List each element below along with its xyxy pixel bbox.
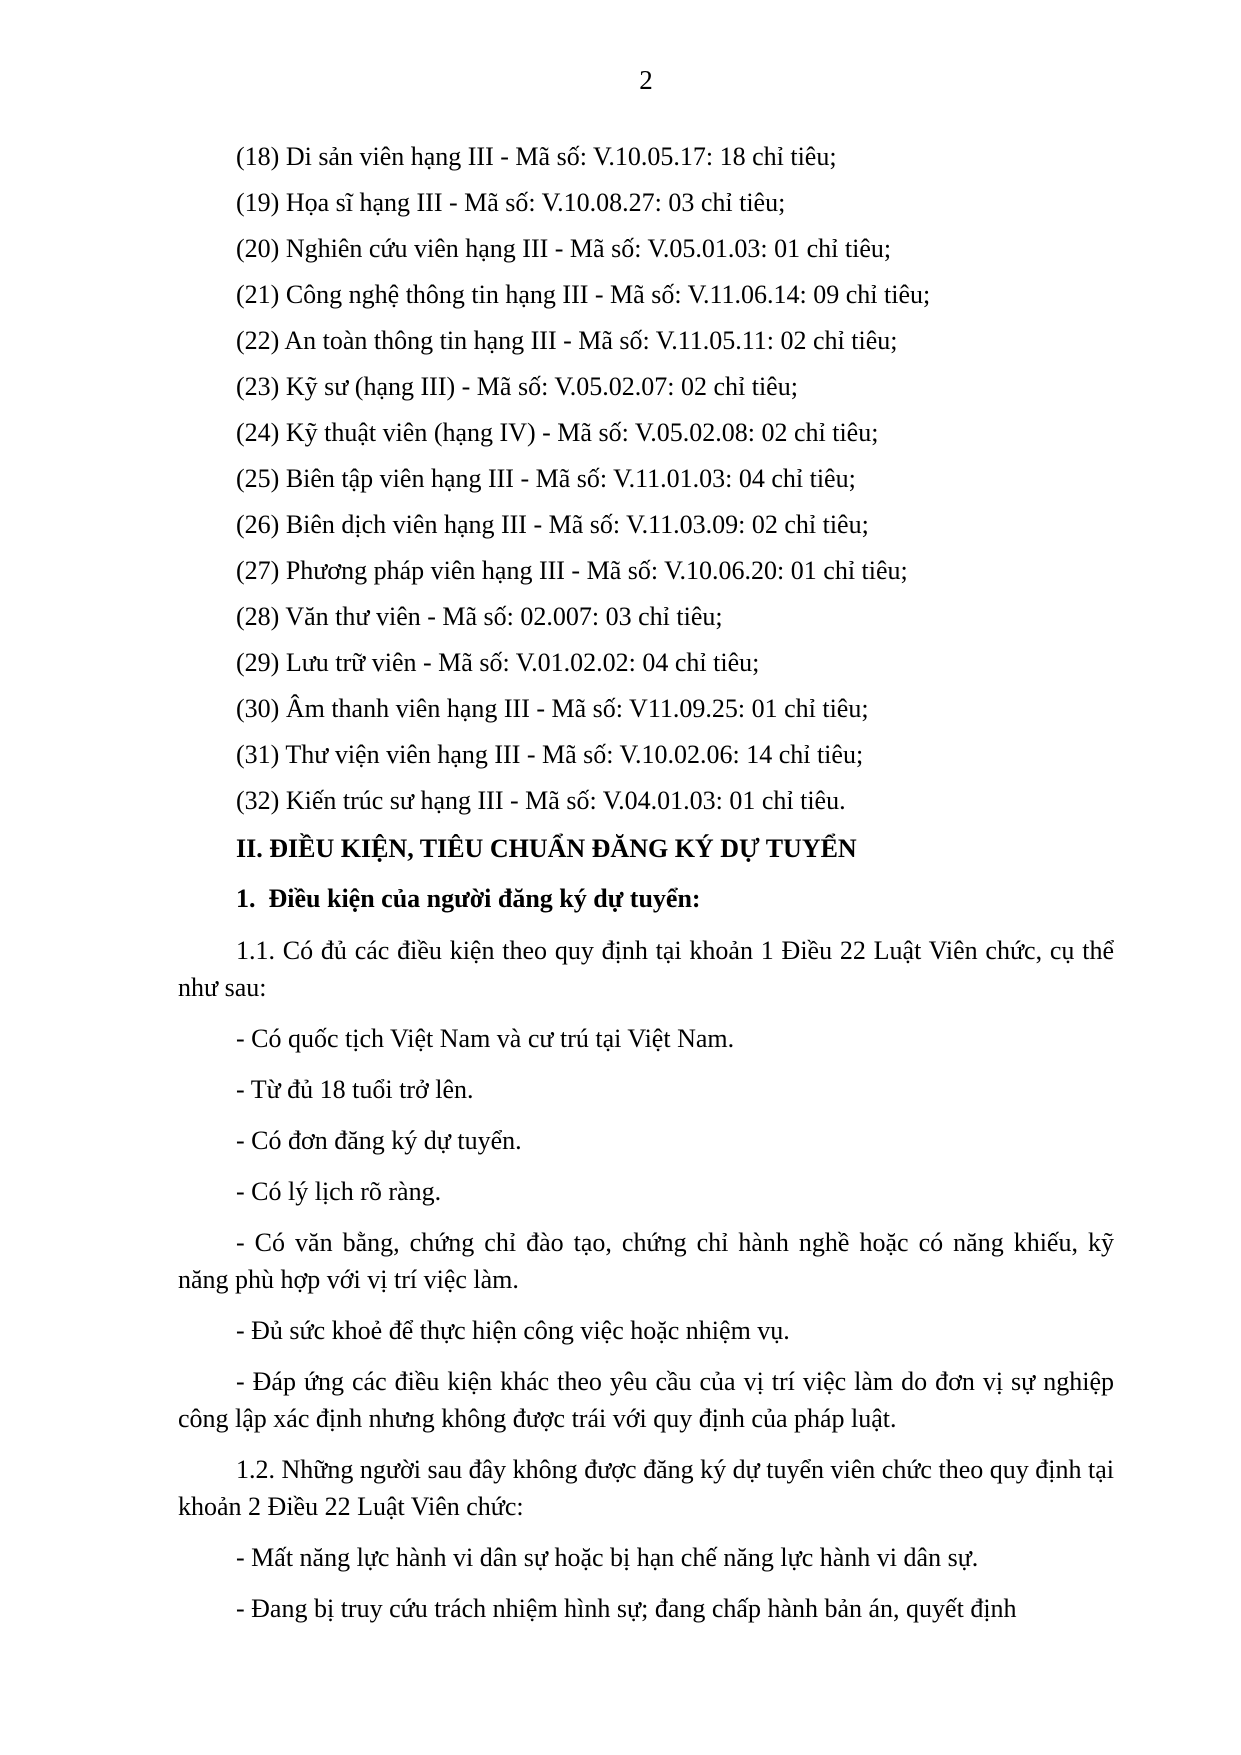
paragraph: - Đáp ứng các điều kiện khác theo yêu cầu của vị trí việc làm do đơn vị sự nghiệp công lập xác định nhưng không được trái với quy định của pháp luật.	[178, 1367, 1114, 1433]
paragraph: 1.1. Có đủ các điều kiện theo quy định tại khoản 1 Điều 22 Luật Viên chức, cụ thể như sau:	[178, 936, 1114, 1002]
paragraph: - Có lý lịch rõ ràng.	[236, 1177, 442, 1206]
quota-item: (23) Kỹ sư (hạng III) - Mã số: V.05.02.07: 02 chỉ tiêu;	[236, 372, 798, 401]
paragraph: - Đủ sức khoẻ để thực hiện công việc hoặc nhiệm vụ.	[236, 1316, 790, 1345]
quota-item: (29) Lưu trữ viên - Mã số: V.01.02.02: 04 chỉ tiêu;	[236, 648, 760, 677]
paragraph: - Mất năng lực hành vi dân sự hoặc bị hạn chế năng lực hành vi dân sự.	[236, 1543, 979, 1572]
quota-item: (19) Họa sĩ hạng III - Mã số: V.10.08.27: 03 chỉ tiêu;	[236, 188, 786, 217]
section-heading: II. ĐIỀU KIỆN, TIÊU CHUẨN ĐĂNG KÝ DỰ TUYỂN	[236, 834, 857, 863]
paragraph: - Từ đủ 18 tuổi trở lên.	[236, 1075, 474, 1104]
paragraph: 1.2. Những người sau đây không được đăng ký dự tuyển viên chức theo quy định tại khoản 2 Điều 22 Luật Viên chức:	[178, 1455, 1114, 1521]
quota-item: (26) Biên dịch viên hạng III - Mã số: V.11.03.09: 02 chỉ tiêu;	[236, 510, 869, 539]
paragraph: - Có đơn đăng ký dự tuyển.	[236, 1126, 522, 1155]
quota-item: (32) Kiến trúc sư hạng III - Mã số: V.04.01.03: 01 chỉ tiêu.	[236, 786, 846, 815]
quota-item: (22) An toàn thông tin hạng III - Mã số: V.11.05.11: 02 chỉ tiêu;	[236, 326, 898, 355]
paragraph: - Có quốc tịch Việt Nam và cư trú tại Việt Nam.	[236, 1024, 735, 1053]
subsection-heading: 1. Điều kiện của người đăng ký dự tuyển:	[236, 884, 701, 913]
quota-item: (21) Công nghệ thông tin hạng III - Mã số: V.11.06.14: 09 chỉ tiêu;	[236, 280, 931, 309]
quota-item: (27) Phương pháp viên hạng III - Mã số: V.10.06.20: 01 chỉ tiêu;	[236, 556, 908, 585]
paragraph: - Đang bị truy cứu trách nhiệm hình sự; đang chấp hành bản án, quyết định	[236, 1594, 1017, 1623]
body-paragraphs	[178, 932, 1114, 1627]
paragraph: - Có văn bằng, chứng chỉ đào tạo, chứng chỉ hành nghề hoặc có năng khiếu, kỹ năng phù hợp với vị trí việc làm.	[178, 1228, 1114, 1294]
recruitment-quota-list	[178, 142, 1114, 816]
quota-item: (28) Văn thư viên - Mã số: 02.007: 03 chỉ tiêu;	[236, 602, 723, 631]
quota-item: (18) Di sản viên hạng III - Mã số: V.10.05.17: 18 chỉ tiêu;	[236, 142, 837, 171]
page-number: 2	[639, 65, 653, 95]
quota-item: (31) Thư viện viên hạng III - Mã số: V.10.02.06: 14 chỉ tiêu;	[236, 740, 864, 769]
quota-item: (20) Nghiên cứu viên hạng III - Mã số: V.05.01.03: 01 chỉ tiêu;	[236, 234, 892, 263]
quota-item: (24) Kỹ thuật viên (hạng IV) - Mã số: V.05.02.08: 02 chỉ tiêu;	[236, 418, 879, 447]
quota-item: (25) Biên tập viên hạng III - Mã số: V.11.01.03: 04 chỉ tiêu;	[236, 464, 856, 493]
document-content	[178, 64, 1114, 1641]
quota-item: (30) Âm thanh viên hạng III - Mã số: V11.09.25: 01 chỉ tiêu;	[236, 694, 869, 723]
